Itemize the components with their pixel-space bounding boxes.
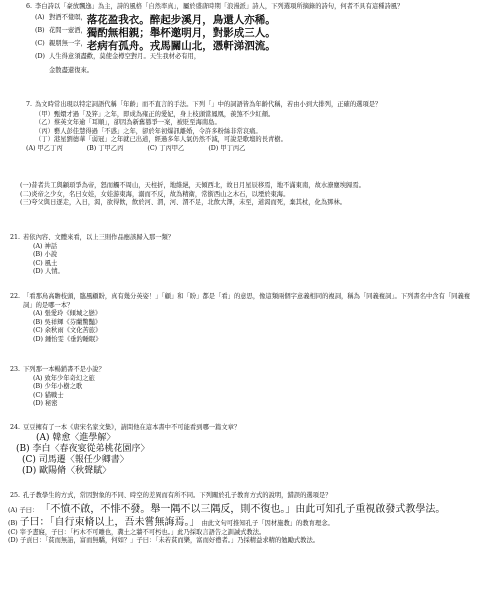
question-stem: 為文時常出現以特定詞語代稱「年齡」而不直言的手法。下列「」中的詞語皆為年齡代稱，若由小到大排列，正確的選項是？	[35, 101, 382, 108]
question-stem: 孔子教學生的方式，常因對象的不同、時空的差異而有所不同。下列關於孔子教育方式的說明，錯誤的選項是？	[23, 492, 332, 499]
option-d[interactable]: (D) 人情。	[33, 268, 64, 276]
list-item: （丁）港星劉德華「弱冠」之年就已出道，經過多年人氣仍然不減，可說是歌壇的長青樹。	[35, 136, 287, 144]
reading-passage	[20, 182, 474, 208]
question-number: 6.	[25, 3, 32, 10]
option-b[interactable]	[6, 516, 474, 529]
option-text: 對酒不覺暝，	[49, 13, 87, 21]
option-d[interactable]	[35, 53, 474, 62]
list-item: （乙）蔡英文年逾「耳順」，卻因為新舊篡爭一案，被貶至海南島。	[35, 119, 221, 127]
question-number: 7.	[25, 101, 32, 108]
option-label: (B)	[35, 26, 45, 34]
option-d[interactable]: (D) 甲丁丙乙	[208, 144, 246, 152]
question-number: 24.	[9, 424, 20, 431]
option-d[interactable]: (D) 歐陽脩〈秋聲賦〉	[22, 465, 112, 476]
option-text: 「不憤不啟，不悱不發。舉一隅不以三隅反，則不復也。」由此可知孔子重視啟發式教學法。	[40, 503, 446, 515]
option-label: (A) 子曰：	[8, 506, 39, 514]
option-label: (A)	[35, 13, 45, 21]
option-d[interactable]: (D) 鍾怡雯《垂釣睡眠》	[33, 335, 102, 343]
question-stem: 「看那鳥高瞻枝頭，臨風顧盼，真有幾分英姿！」「顧」和「盼」都是「看」的意思，像這類兩個字意義相同的複詞，稱為「同義複詞」。下列書名中含有「同義複詞」的是哪一本？	[23, 293, 471, 309]
option-quote: 老病有孤舟。戎馬關山北，憑軒涕泗流。	[86, 39, 276, 52]
option-a[interactable]: (A) 張愛玲《傾城之戀》	[33, 310, 102, 318]
option-text: 人生得意須盡歡，莫使金樽空對月。天生我材必有用，	[49, 52, 201, 60]
passage-line: (三)夸父與日逐走，入日，渴，欲得飲，飲於河、渭，河、渭不足，北飲大澤，未至，道渴而死，棄其杖，化為鄧林。	[20, 199, 347, 207]
option-label: (B)	[8, 519, 18, 527]
option-a[interactable]: (A) 甲乙丁丙	[26, 144, 63, 152]
question-25	[6, 492, 474, 546]
option-quote: 子曰：「自行束脩以上，吾未嘗無誨焉。」	[19, 516, 200, 528]
list-item: （丙）藝人彭佳慧得過「不惑」之年，卻於年初爆訊離婚，令許多粉絲非常哀痛。	[35, 127, 262, 135]
passage-line: (一)昔者共工與顓頊爭為帝，怒而觸不周山，天柱折，地維絕，天傾西北，故日月星辰移焉，地不滿東南，故水潦塵埃歸焉。	[20, 182, 365, 189]
option-b[interactable]: (B) 丁甲乙丙	[86, 144, 124, 152]
option-a[interactable]	[35, 14, 474, 27]
question-stem: 豆豆擁有了一本《唐宋名家文集》，請問他在這本書中不可能看到哪一篇文章？	[23, 424, 241, 431]
option-text: 花間一壺酒，	[49, 26, 87, 34]
option-c[interactable]: (C) 貓戰士	[33, 391, 64, 399]
option-c[interactable]: (C) 司馬遷〈報任少卿書〉	[22, 454, 129, 465]
option-a[interactable]: (A) 神話	[33, 242, 58, 250]
option-a[interactable]: (A) 韓愈〈進學解〉	[36, 432, 116, 443]
question-7	[8, 101, 474, 154]
option-c[interactable]: (C) 宰予晝寢，子曰：「朽木不可雕也，糞土之牆不可杇也。」此乃採取言語告之訓誡式教法。	[8, 528, 266, 536]
option-label: (C)	[35, 39, 45, 47]
option-label: (D)	[35, 52, 45, 60]
option-c[interactable]: (C) 余秋雨《文化苦旅》	[33, 327, 102, 335]
option-b[interactable]	[35, 27, 474, 40]
question-number: 22.	[9, 293, 20, 300]
question-22	[6, 293, 474, 345]
option-quote: 落花盈我衣。醉起步溪月，鳥還人亦稀。	[86, 13, 276, 26]
option-b[interactable]: (B) 少年小樹之歌	[33, 383, 83, 391]
passage-line: (二)炎帝之少女，名曰女娃，女娃游東海，溺而不反，故為精衛，常銜西山之木石，以堙於東海。	[20, 190, 290, 198]
option-b[interactable]: (B) 吳祥輝《芬蘭驚豔》	[33, 318, 102, 326]
question-stem: 下列那一本暢銷書不是小說？	[23, 366, 105, 373]
question-23	[6, 366, 474, 409]
question-stem: 若依內容、文體來看，以上三則作品應該歸入那一類？	[23, 234, 175, 241]
option-d[interactable]: (D) 子貢曰：「貧而無諂，富而無驕，何如？」子曰：「未若貧而樂，富而好禮者。」乃採精益求精的勉勵式教法。	[8, 537, 320, 545]
option-b[interactable]: (B) 小說	[33, 251, 58, 259]
question-number: 23.	[9, 366, 20, 373]
option-c[interactable]: (C) 丁丙甲乙	[147, 144, 185, 152]
option-b[interactable]: (B) 李白〈春夜宴從弟桃花園序〉	[16, 443, 150, 454]
question-24	[6, 424, 474, 477]
list-item: （甲）甄嬛才過「及笄」之年，即成為雍正的愛妃，身上枝頭當鳳凰，羨煞不少紅顏。	[35, 110, 275, 118]
option-c[interactable]: (C) 風土	[33, 259, 58, 267]
question-stem: 李白詩以「豪放飄逸」為主，詩的風格「自然率真」，屬於盛唐時期「浪漫派」詩人，下列選項所摘錄的詩句，何者不具有這種詩風？	[35, 3, 404, 10]
option-c[interactable]	[35, 40, 474, 53]
option-a[interactable]: (A) 致年少年奇幻之旅	[33, 374, 95, 382]
option-quote: 獨酌無相親；舉杯邀明月，對影成三人。	[86, 26, 276, 39]
option-text: 由此文句可推知孔子「因材施教」的教育理念。	[201, 519, 334, 527]
question-21	[6, 234, 474, 277]
option-text: 親朋無一字，	[49, 39, 87, 47]
option-d[interactable]: (D) 秘密	[33, 400, 58, 408]
question-6	[8, 3, 474, 76]
question-number: 21.	[9, 234, 20, 241]
option-d-continued: 金散盡還復來。	[49, 67, 94, 75]
question-number: 25.	[9, 492, 20, 499]
option-a[interactable]	[6, 503, 474, 516]
